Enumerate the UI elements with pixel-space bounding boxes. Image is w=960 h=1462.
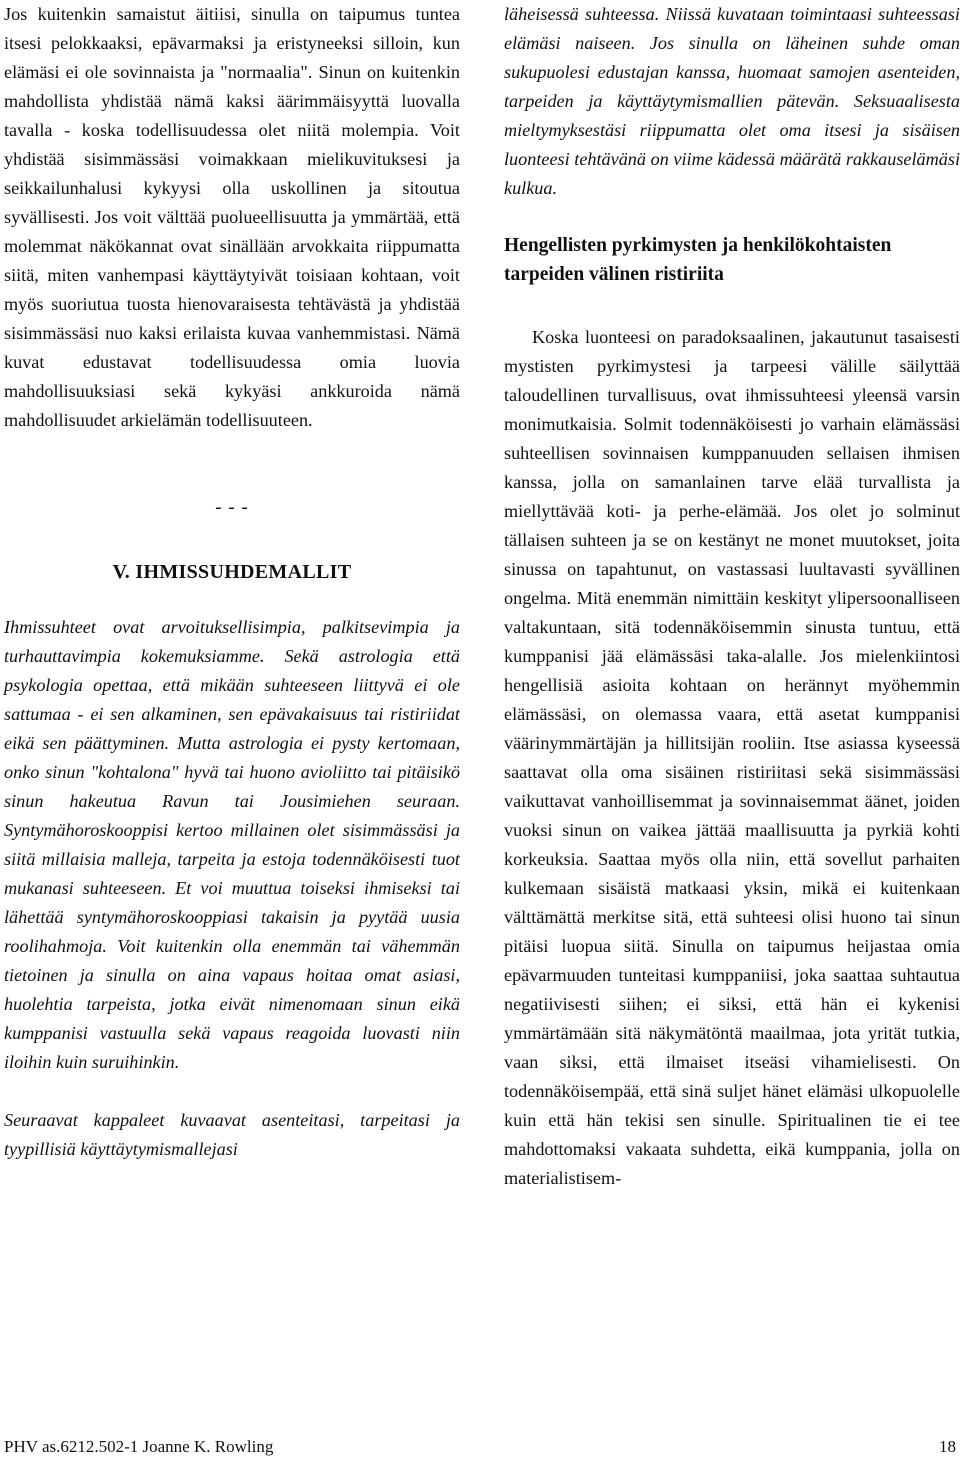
intro-paragraph-end: läheisessä suhteessa. Niissä kuvataan toimintaasi suhteessasi elämäsi naiseen. Jos sinulla on läheinen suhde oman sukupuolesi edustajan kanssa, huomaat samojen asenteiden, tarpeiden ja käyttäytymismallien pätevän. Seksuaalisesta mieltymyksestäsi riippumatta olet oma itsesi ja sisäisen luonteesi tehtävänä on viime kädessä määrätä rakkauselämäsi kulkua. [504, 4, 960, 198]
chapter-title: V. IHMISSUHDEMALLIT [112, 561, 352, 583]
intro-paragraph-continued: Seuraavat kappaleet kuvaavat asenteitasi, tarpeitasi ja tyypillisiä käyttäytymismallejasi [4, 1110, 460, 1159]
body-paragraph: Jos kuitenkin samaistut äitiisi, sinulla on taipumus tuntea itsesi pelokkaaksi, epävarmaksi ja eristyneeksi silloin, kun elämäsi ei ole sovinnaista ja "normaalia". Sinun on kuitenkin mahdollista yhdistää nämä kaksi äärimmäisyyttä luovalla tavalla - koska todellisuudessa olet niitä molempia. Voit yhdistää sisimmässäsi voimakkaan mielikuvituksesi ja seikkailunhalusi kykyysi olla uskollinen ja sitoutua syvällisesti. Jos voit välttää puolueellisuutta ja ymmärtää, että molemmat näkökannat ovat sinällään arvokkaita riippumatta siitä, miten vanhempasi käyttäytyivät toisiaan kohtaan, voit myös suoriutua tuosta hienovaraisesta tehtävästä ja yhdistää sisimmässäsi nuo kaksi erilaista kuvaa vanhemmistasi. Nämä kuvat edustavat todellisuudessa omia luovia mahdollisuuksiasi sekä kykyäsi ankkuroida nämä mahdollisuudet arkielämän todellisuuteen. [4, 4, 460, 430]
section-heading: Hengellisten pyrkimysten ja henkilökohtaisten tarpeiden välinen ristiriita [504, 235, 892, 285]
page-number: 18 [939, 1437, 956, 1456]
body-paragraph: Koska luonteesi on paradoksaalinen, jakautunut tasaisesti mystisten pyrkimystesi ja tarpeesi välille säilyttää taloudellinen turvallisuus, ovat ihmissuhteesi yleensä varsin monimutkaisia. Solmit todennäköisesti jo varhain elämässäsi suhteellisen sovinnaisen kumppanuuden sellaisen ihmisen kanssa, jolla on samanlainen tarve elää turvallista ja miellyttävää koti- ja perhe-elämää. Jos olet jo solminut tällaisen suhteen ja se on kestänyt ne monet muutokset, joita sinussa on tapahtunut, on vastassasi luultavasti syvällinen ongelma. Mitä enemmän nimittäin keskityt ylipersoonalliseen valtakuntaan, sitä todennäköisemmin sinusta tuntuu, että kumppanisi jää elämässäsi taka-alalle. Jos mielenkiintosi hengellisiä asioita kohtaan on herännyt myöhemmin elämässäsi, on olemassa vaara, että asetat kumppanisi väärinymmärtäjän ja hillitsijän rooliin. Itse asiassa kyseessä saattavat olla oma sisäinen ristiriitasi sekä sisimmässäsi vaikuttavat vanhoillisemmat ja sovinnaisemmat äänet, joiden vuoksi sinun on vaikea jättää maallisuutta ja pyrkiä kohti korkeuksia. Saattaa myös olla niin, että sovellut parhaiten kulkemaan sisäistä matkaasi yksin, mikä ei kuitenkaan välttämättä merkitse sitä, että suhteesi olisi huono tai sinun pitäisi luopua siitä. Sinulla on taipumus heijastaa omia epävarmuuden tunteitasi kumppaniisi, joka saattaa suhtautua negatiivisesti siihen; ei siksi, että hän ei kykenisi ymmärtämään sitä näkymätöntä maailmaa, jota yrität tutkia, vaan siksi, että ilmaiset itseäsi vihamielisesti. On todennäköisempää, että sinä suljet hänet elämäsi ulkopuolelle kuin että hän tekisi sen sinulle. Spiritualinen tie ei tee mahdottomaksi vakaata suhdetta, eikä kumppania, jolla on materialistisem- [504, 327, 960, 1188]
section-separator: - - - [215, 497, 249, 518]
left-column [4, 0, 460, 1164]
page-footer [4, 1436, 956, 1458]
right-column [504, 0, 960, 1193]
footer-reference: PHV as.6212.502-1 Joanne K. Rowling [4, 1437, 274, 1456]
intro-paragraph: Ihmissuhteet ovat arvoituksellisimpia, palkitsevimpia ja turhauttavimpia kokemuksiamme. Sekä astrologia että psykologia opettaa, että mikään suhteeseen liittyvä ei ole sattumaa - ei sen alkaminen, sen epävakaisuus tai ristiriidat eikä sen päättyminen. Mutta astrologia ei pysty kertomaan, onko sinun "kohtalona" hyvä tai huono avioliitto tai pitäisikö sinun hakeutua Ravun tai Jousimiehen seuraan. Syntymähoroskooppisi kertoo millainen olet sisimmässäsi ja siitä millaisia malleja, tarpeita ja estoja todennäköisesti tuot mukanasi suhteeseen. Et voi muuttua toiseksi ihmiseksi tai lähettää syntymähoroskooppiasi takaisin ja pyytää uusia roolihahmoja. Voit kuitenkin olla enemmän tai vähemmän tietoinen ja sinulla on aina vapaus hoitaa omat asiasi, huolehtia tarpeista, jotka eivät nimenomaan sinun eikä kumppanisi vastuulla sekä vapaus reagoida luovasti niin iloihin kuin suruihinkin. [4, 617, 460, 1072]
